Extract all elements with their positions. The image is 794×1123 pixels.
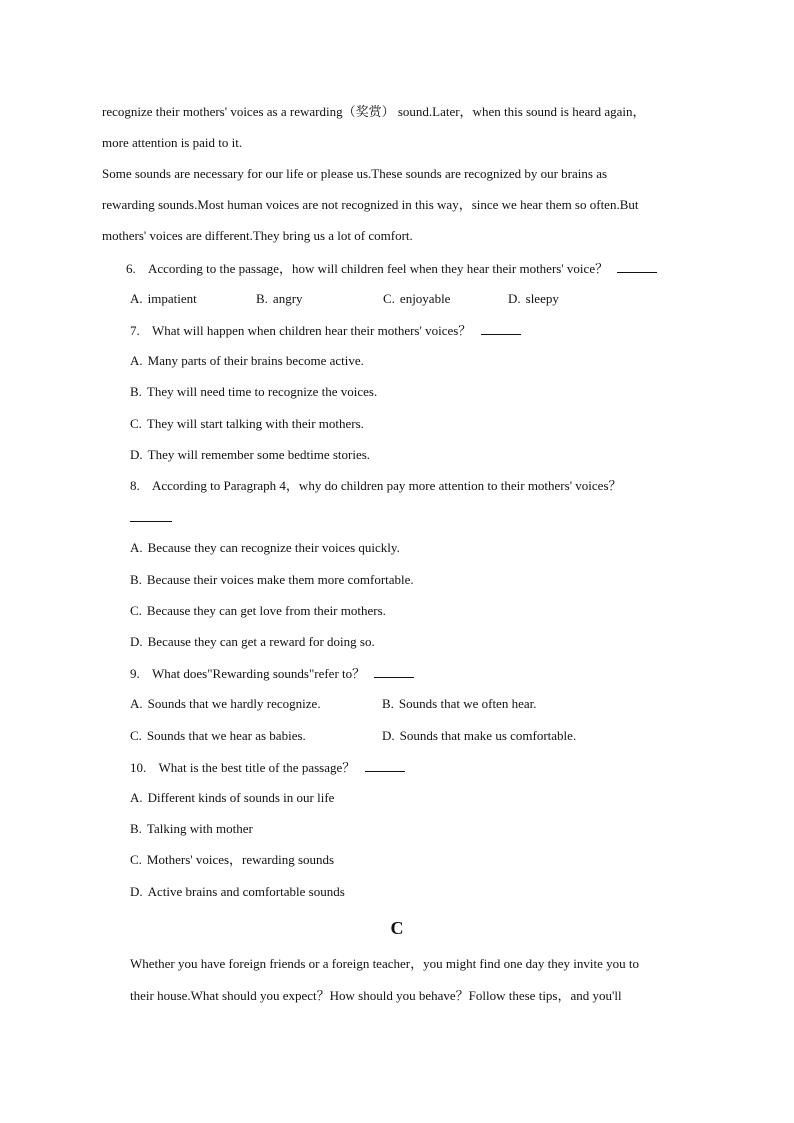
option-letter: C. xyxy=(130,728,142,743)
option-text: Sounds that we often hear. xyxy=(398,696,537,711)
option-letter: C. xyxy=(383,291,395,306)
question-text: What is the best title of the passage？ xyxy=(158,760,356,775)
option-text: Different kinds of sounds in our life xyxy=(147,790,335,805)
passage-line: recognize their mothers' voices as a rewarding（奖赏） sound.Later，when this sound is heard again， xyxy=(102,104,646,119)
option-9d[interactable] xyxy=(382,728,576,744)
option-text: Because they can get a reward for doing so. xyxy=(147,634,375,649)
option-text: Because they can get love from their mothers. xyxy=(146,603,386,618)
option-text: Because their voices make them more comfortable. xyxy=(146,572,414,587)
option-10d[interactable] xyxy=(130,884,345,900)
question-number: 8. xyxy=(130,478,140,493)
question-number: 9. xyxy=(130,666,140,681)
section-c-line: their house.What should you expect？How should you behave？Follow these tips，and you'll xyxy=(130,988,622,1003)
section-c-line: Whether you have foreign friends or a foreign teacher，you might find one day they invite you to xyxy=(130,956,640,971)
answer-blank[interactable] xyxy=(481,322,521,335)
option-letter: A. xyxy=(130,353,143,368)
answer-blank[interactable] xyxy=(130,509,172,522)
question-number: 6. xyxy=(126,261,136,276)
question-text: What does"Rewarding sounds"refer to？ xyxy=(152,666,366,681)
option-text: Active brains and comfortable sounds xyxy=(147,884,345,899)
option-8b[interactable] xyxy=(130,572,414,588)
option-10c[interactable] xyxy=(130,852,334,868)
option-letter: A. xyxy=(130,790,143,805)
option-7d[interactable] xyxy=(130,447,370,463)
option-text: Because they can recognize their voices quickly. xyxy=(147,540,400,555)
option-text: angry xyxy=(272,291,303,306)
option-6d[interactable] xyxy=(508,291,559,307)
option-7b[interactable] xyxy=(130,384,377,400)
option-text: They will need time to recognize the voices. xyxy=(146,384,378,399)
option-letter: D. xyxy=(382,728,395,743)
option-9a[interactable] xyxy=(130,696,321,712)
option-7c[interactable] xyxy=(130,416,364,432)
question-number: 7. xyxy=(130,323,140,338)
passage-line: more attention is paid to it. xyxy=(102,135,243,150)
option-10a[interactable] xyxy=(130,790,334,806)
answer-blank[interactable] xyxy=(365,759,405,772)
question-text: According to the passage，how will children feel when they hear their mothers' voice？ xyxy=(148,261,609,276)
option-letter: C. xyxy=(130,603,142,618)
option-letter: B. xyxy=(130,384,142,399)
section-c-title: C xyxy=(390,918,404,938)
option-text: Sounds that we hardly recognize. xyxy=(147,696,321,711)
answer-blank[interactable] xyxy=(374,665,414,678)
option-letter: D. xyxy=(508,291,521,306)
option-letter: D. xyxy=(130,634,143,649)
option-letter: D. xyxy=(130,884,143,899)
question-text: What will happen when children hear their mothers' voices？ xyxy=(152,323,472,338)
passage-line: Some sounds are necessary for our life or please us.These sounds are recognized by our brains as xyxy=(102,166,608,181)
option-letter: A. xyxy=(130,291,143,306)
option-10b[interactable] xyxy=(130,821,253,837)
option-letter: C. xyxy=(130,416,142,431)
option-text: They will remember some bedtime stories. xyxy=(147,447,371,462)
option-letter: C. xyxy=(130,852,142,867)
option-text: Many parts of their brains become active. xyxy=(147,353,364,368)
option-text: They will start talking with their mothers. xyxy=(146,416,364,431)
option-text: enjoyable xyxy=(399,291,451,306)
option-text: Talking with mother xyxy=(146,821,253,836)
option-letter: B. xyxy=(130,572,142,587)
option-8d[interactable] xyxy=(130,634,375,650)
question-text: According to Paragraph 4，why do children pay more attention to their mothers' voices？ xyxy=(152,478,622,493)
option-text: Sounds that make us comfortable. xyxy=(399,728,577,743)
option-9b[interactable] xyxy=(382,696,536,712)
option-text: Mothers' voices，rewarding sounds xyxy=(146,852,335,867)
question-8-blank-line xyxy=(130,509,172,526)
option-text: sleepy xyxy=(525,291,559,306)
option-6a[interactable] xyxy=(130,291,197,307)
option-letter: B. xyxy=(130,821,142,836)
answer-blank[interactable] xyxy=(617,260,657,273)
option-9c[interactable] xyxy=(130,728,306,744)
option-letter: B. xyxy=(256,291,268,306)
option-letter: A. xyxy=(130,696,143,711)
option-6c[interactable] xyxy=(383,291,450,307)
passage-line: rewarding sounds.Most human voices are not recognized in this way，since we hear them so often.But xyxy=(102,197,639,212)
question-9 xyxy=(130,665,414,682)
question-7 xyxy=(130,322,521,339)
option-letter: D. xyxy=(130,447,143,462)
option-7a[interactable] xyxy=(130,353,364,369)
passage-line: mothers' voices are different.They bring us a lot of comfort. xyxy=(102,228,413,243)
option-text: impatient xyxy=(147,291,197,306)
question-number: 10. xyxy=(130,760,147,775)
option-6b[interactable] xyxy=(256,291,303,307)
option-8a[interactable] xyxy=(130,540,400,556)
question-10 xyxy=(130,759,405,776)
option-letter: A. xyxy=(130,540,143,555)
option-letter: B. xyxy=(382,696,394,711)
question-6 xyxy=(126,260,657,277)
question-8 xyxy=(130,478,622,494)
option-8c[interactable] xyxy=(130,603,386,619)
option-text: Sounds that we hear as babies. xyxy=(146,728,306,743)
